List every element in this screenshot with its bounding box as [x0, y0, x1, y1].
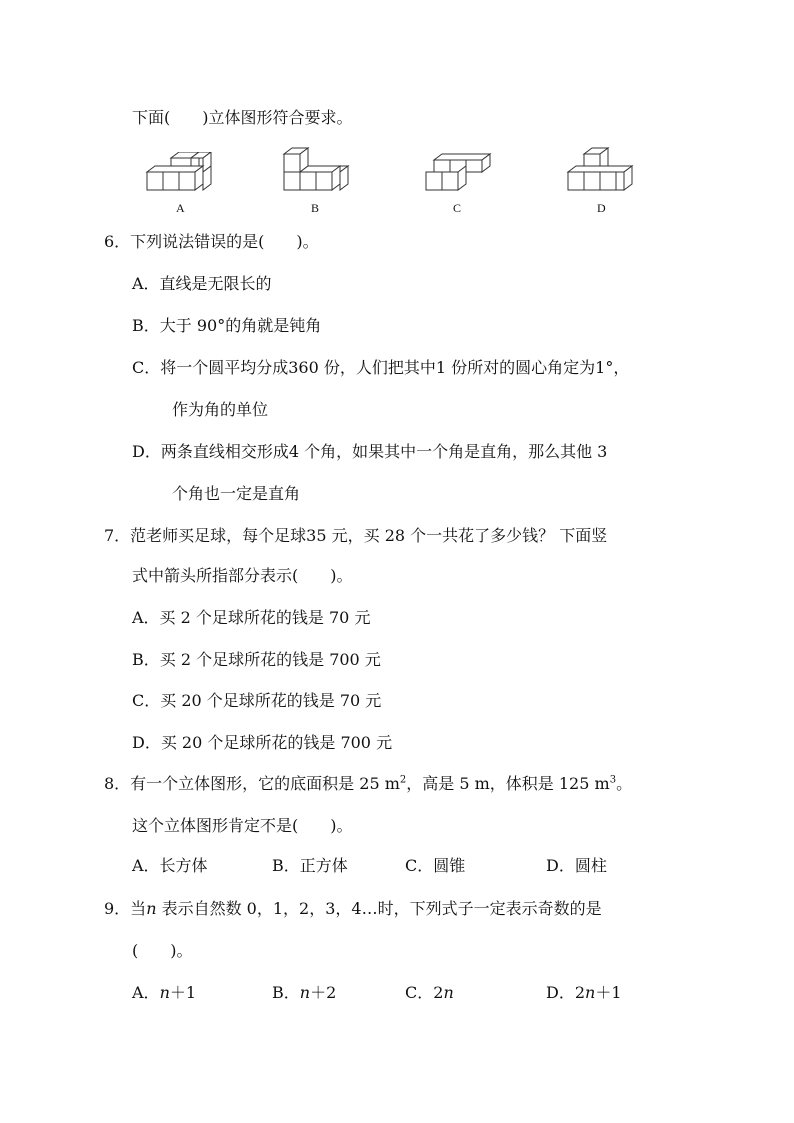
q7-option-d: D．买 20 个足球所花的钱是 700 元 — [132, 733, 393, 752]
q8-option-d: D．圆柱 — [546, 856, 607, 875]
q8-option-c: C．圆锥 — [405, 856, 466, 875]
q6-option-d-line1: D．两条直线相交形成4 个角，如果其中一个角是直角，那么其他 3 — [132, 442, 608, 461]
q6-option-c-line2: 作为角的单位 — [172, 400, 269, 419]
q9-stem-line1: 9．当n 表示自然数 0，1，2，3，4…时，下列式子一定表示奇数的是 — [104, 899, 602, 918]
figure-c-cubes — [424, 152, 494, 194]
q7-option-a: A．买 2 个足球所花的钱是 70 元 — [132, 608, 371, 627]
q6-option-c-line1: C．将一个圆平均分成360 份，人们把其中1 份所对的圆心角定为1°， — [132, 358, 630, 377]
q6-option-b: B．大于 90°的角就是钝角 — [132, 316, 322, 335]
figure-d-cubes — [566, 146, 638, 194]
figure-a-label: A — [176, 201, 185, 215]
intro-text: 下面( )立体图形符合要求。 — [132, 108, 353, 127]
figure-c-label: C — [453, 201, 462, 215]
q9-option-d: D．2n＋1 — [546, 983, 622, 1002]
q6-option-a: A．直线是无限长的 — [132, 274, 272, 293]
q9-stem-line2: ( )。 — [132, 941, 193, 960]
q7-option-b: B．买 2 个足球所花的钱是 700 元 — [132, 650, 381, 669]
q8-option-b: B．正方体 — [272, 856, 348, 875]
q9-option-c: C．2n — [405, 983, 454, 1002]
q6-option-d-line2: 个角也一定是直角 — [172, 484, 301, 503]
q7-stem-line1: 7．范老师买足球，每个足球35 元，买 28 个一共花了多少钱？ 下面竖 — [104, 526, 608, 545]
figure-b-label: B — [311, 201, 320, 215]
q9-option-a: A．n＋1 — [132, 983, 197, 1002]
figure-a-cubes — [145, 152, 215, 194]
q8-stem-line1: 8．有一个立体图形，它的底面积是 25 $m^2$，高是 5 m，体积是 125 $m^3$。 — [104, 774, 633, 793]
figure-b-cubes — [282, 146, 352, 194]
q6-stem: 6．下列说法错误的是( )。 — [104, 232, 319, 251]
figure-d-label: D — [597, 201, 606, 215]
q8-option-a: A．长方体 — [132, 856, 208, 875]
q7-option-c: C．买 20 个足球所花的钱是 70 元 — [132, 691, 382, 710]
q7-stem-line2: 式中箭头所指部分表示( )。 — [132, 566, 353, 585]
q9-option-b: B．n＋2 — [272, 983, 337, 1002]
q8-stem-line2: 这个立体图形肯定不是( )。 — [132, 816, 353, 835]
